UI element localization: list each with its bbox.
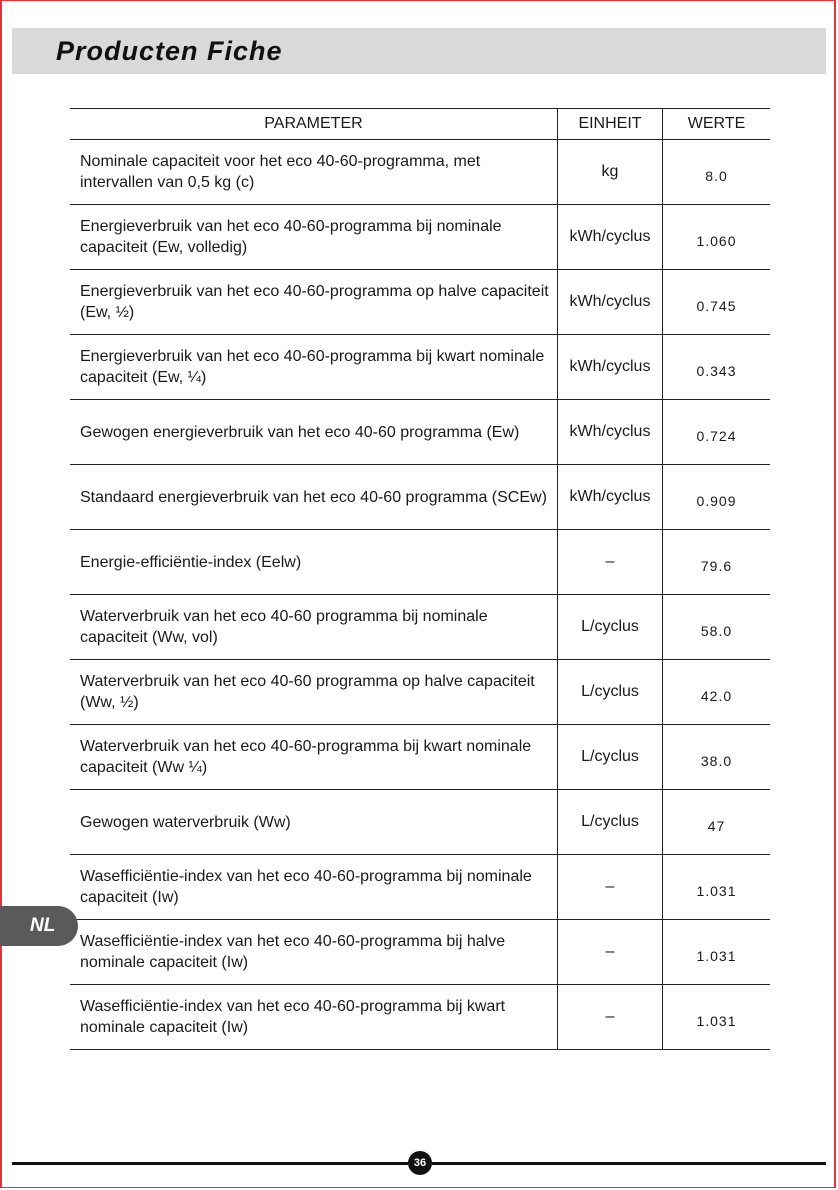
parameter-cell: Energie-efficiëntie-index (Eelw) (70, 530, 558, 595)
value-cell: 0.745 (663, 270, 771, 335)
value-cell: 0.909 (663, 465, 771, 530)
parameter-cell: Nominale capaciteit voor het eco 40-60-programma, met intervallen van 0,5 kg (c) (70, 140, 558, 205)
table-row (70, 530, 770, 595)
table-row (70, 270, 770, 335)
column-header-parameter: PARAMETER (70, 109, 558, 140)
product-fiche-table (70, 108, 770, 1050)
parameter-cell: Waterverbruik van het eco 40-60 programma op halve capaciteit (Ww, ½) (70, 660, 558, 725)
page-number-badge (408, 1151, 432, 1175)
unit-cell: – (558, 530, 663, 595)
language-tab-label: NL (30, 915, 56, 936)
parameter-cell: Energieverbruik van het eco 40-60-programma bij nominale capaciteit (Ew, volledig) (70, 205, 558, 270)
column-header-value: WERTE (663, 109, 771, 140)
value-cell: 47 (663, 790, 771, 855)
unit-cell: – (558, 985, 663, 1050)
parameter-cell: Energieverbruik van het eco 40-60-programma bij kwart nominale capaciteit (Ew, ¼) (70, 335, 558, 400)
unit-cell: kWh/cyclus (558, 335, 663, 400)
page-number: 36 (413, 1157, 427, 1169)
table-row (70, 920, 770, 985)
value-cell: 0.724 (663, 400, 771, 465)
parameter-cell: Standaard energieverbruik van het eco 40-60 programma (SCEw) (70, 465, 558, 530)
unit-cell: L/cyclus (558, 725, 663, 790)
column-header-unit: EINHEIT (558, 109, 663, 140)
table-row (70, 400, 770, 465)
value-cell: 8.0 (663, 140, 771, 205)
value-cell: 42.0 (663, 660, 771, 725)
unit-cell: – (558, 855, 663, 920)
parameter-cell: Wasefficiëntie-index van het eco 40-60-programma bij nominale capaciteit (Iw) (70, 855, 558, 920)
parameter-cell: Waterverbruik van het eco 40-60 programma bij nominale capaciteit (Ww, vol) (70, 595, 558, 660)
unit-cell: – (558, 920, 663, 985)
parameter-cell: Wasefficiëntie-index van het eco 40-60-programma bij halve nominale capaciteit (Iw) (70, 920, 558, 985)
unit-cell: kWh/cyclus (558, 400, 663, 465)
value-cell: 1.031 (663, 855, 771, 920)
value-cell: 1.060 (663, 205, 771, 270)
table-row (70, 660, 770, 725)
table-row (70, 335, 770, 400)
unit-cell: kWh/cyclus (558, 270, 663, 335)
footer-divider-right (432, 1162, 826, 1165)
table-row (70, 985, 770, 1050)
parameter-cell: Waterverbruik van het eco 40-60-programma bij kwart nominale capaciteit (Ww ¼) (70, 725, 558, 790)
unit-cell: L/cyclus (558, 790, 663, 855)
parameter-cell: Wasefficiëntie-index van het eco 40-60-programma bij kwart nominale capaciteit (Iw) (70, 985, 558, 1050)
value-cell: 1.031 (663, 985, 771, 1050)
table-row (70, 595, 770, 660)
value-cell: 0.343 (663, 335, 771, 400)
table-row (70, 205, 770, 270)
value-cell: 1.031 (663, 920, 771, 985)
parameter-cell: Energieverbruik van het eco 40-60-programma op halve capaciteit (Ew, ½) (70, 270, 558, 335)
parameter-cell: Gewogen energieverbruik van het eco 40-60 programma (Ew) (70, 400, 558, 465)
unit-cell: kWh/cyclus (558, 205, 663, 270)
value-cell: 79.6 (663, 530, 771, 595)
unit-cell: kg (558, 140, 663, 205)
table-row (70, 725, 770, 790)
parameter-cell: Gewogen waterverbruik (Ww) (70, 790, 558, 855)
page-title: Producten Fiche (56, 36, 283, 66)
unit-cell: L/cyclus (558, 660, 663, 725)
table-row (70, 140, 770, 205)
language-tab (0, 906, 78, 946)
footer-divider-left (12, 1162, 408, 1165)
value-cell: 38.0 (663, 725, 771, 790)
table-row (70, 790, 770, 855)
value-cell: 58.0 (663, 595, 771, 660)
unit-cell: L/cyclus (558, 595, 663, 660)
table-row (70, 855, 770, 920)
table-header-row (70, 109, 770, 140)
table-row (70, 465, 770, 530)
unit-cell: kWh/cyclus (558, 465, 663, 530)
